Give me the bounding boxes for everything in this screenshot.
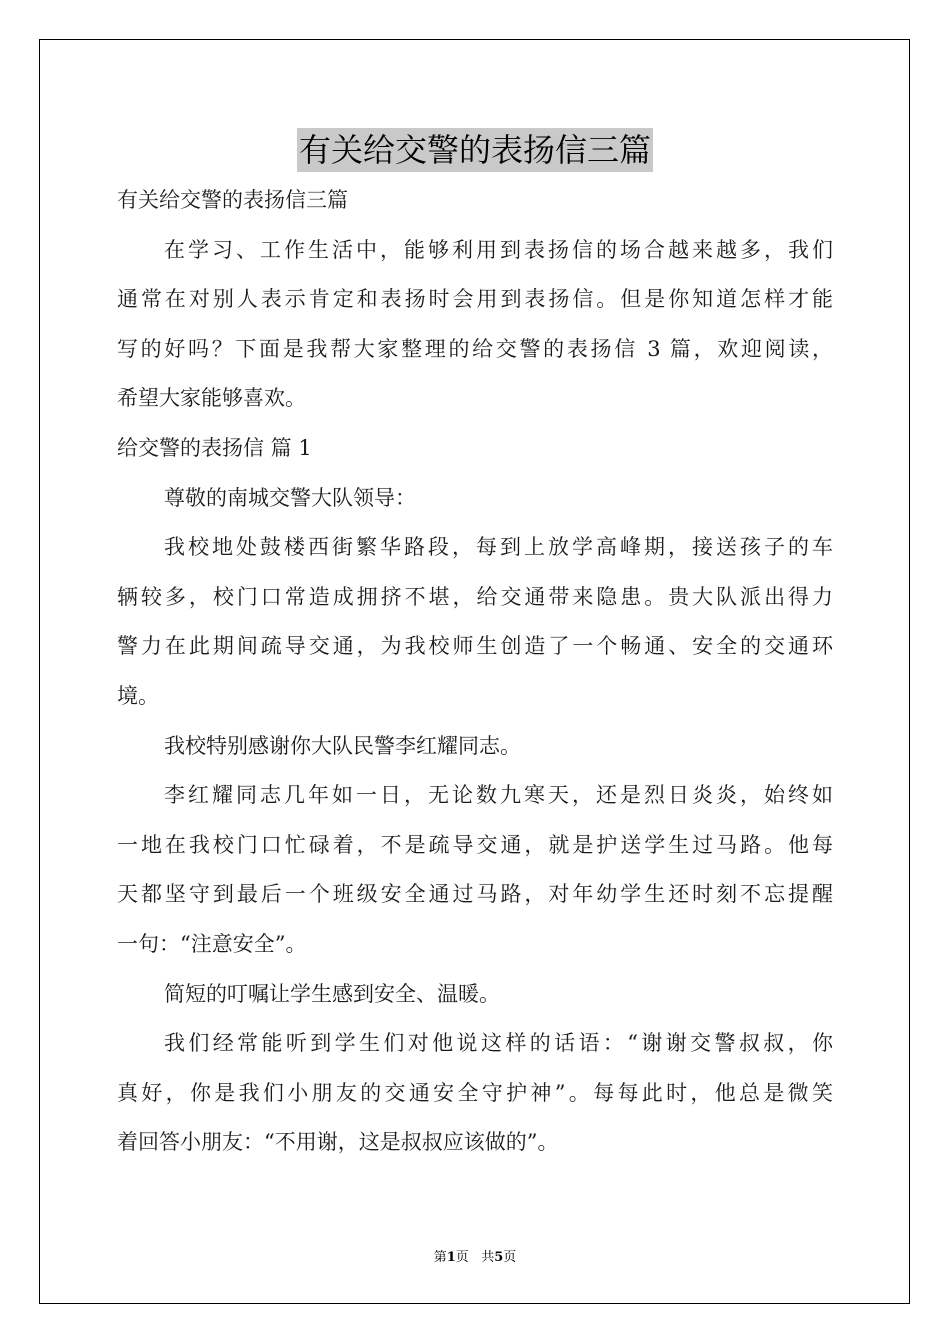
text-line: 有关给交警的表扬信三篇 (117, 188, 348, 212)
text-line: 天都坚守到最后一个班级安全通过马路，对年幼学生还时刻不忘提醒 (117, 882, 833, 907)
text-line: 一句：“注意安全”。 (117, 931, 307, 956)
text-line: 一地在我校门口忙碌着，不是疏导交通，就是护送学生过马路。他每 (117, 832, 833, 857)
footer-page-total: 5 (494, 1250, 504, 1265)
text-line: 警力在此期间疏导交通，为我校师生创造了一个畅通、安全的交通环 (117, 634, 833, 659)
text-line: 我校特别感谢你大队民警李红耀同志。 (164, 733, 521, 758)
document-body (117, 176, 833, 1168)
text-line: 着回答小朋友：“不用谢，这是叔叔应该做的”。 (117, 1130, 559, 1155)
footer-page-current: 1 (446, 1250, 456, 1265)
text-line: 真好，你是我们小朋友的交通安全守护神”。每每此时，他总是微笑 (117, 1080, 833, 1105)
text-line: 写的好吗？下面是我帮大家整理的给交警的表扬信 3 篇，欢迎阅读， (117, 336, 833, 361)
text-line: 简短的叮嘱让学生感到安全、温暖。 (164, 981, 500, 1006)
page-footer (0, 1246, 950, 1265)
text-line: 我校地处鼓楼西街繁华路段，每到上放学高峰期，接送孩子的车 (164, 535, 833, 560)
text-line: 辆较多，校门口常造成拥挤不堪，给交通带来隐患。贵大队派出得力 (117, 584, 833, 609)
text-line: 李红耀同志几年如一日，无论数九寒天，还是烈日炎炎，始终如 (164, 783, 833, 808)
document-title: 有关给交警的表扬信三篇 (297, 128, 653, 172)
text-line: 境。 (117, 683, 159, 708)
footer-total-suffix: 页 (503, 1250, 517, 1265)
footer-page-prefix: 第 (433, 1250, 447, 1265)
footer-page-suffix: 页 (455, 1250, 469, 1265)
text-line: 通常在对别人表示肯定和表扬时会用到表扬信。但是你知道怎样才能 (117, 287, 833, 312)
text-line: 希望大家能够喜欢。 (117, 386, 306, 411)
title-wrap (0, 128, 950, 172)
text-line: 给交警的表扬信 篇 1 (117, 435, 312, 460)
text-line: 在学习、工作生活中，能够利用到表扬信的场合越来越多，我们 (164, 237, 833, 262)
footer-total-prefix: 共 (481, 1250, 495, 1265)
text-line: 我们经常能听到学生们对他说这样的话语：“谢谢交警叔叔，你 (164, 1031, 833, 1056)
text-line: 尊敬的南城交警大队领导： (164, 485, 416, 510)
